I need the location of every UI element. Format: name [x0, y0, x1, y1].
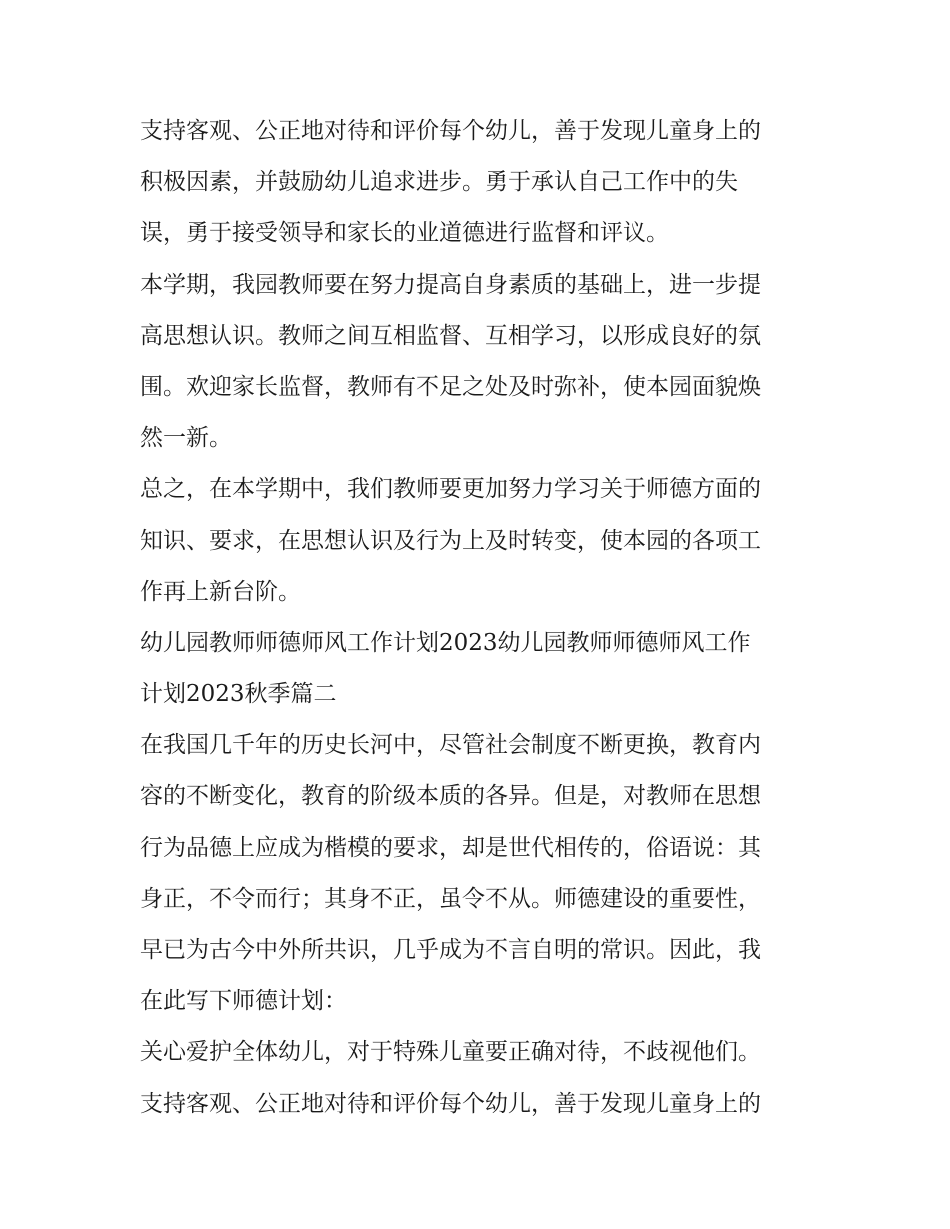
- text-line: 关心爱护全体幼儿，对于特殊儿童要正确对待，不歧视他们。: [140, 1039, 761, 1066]
- text-line: 作再上新台阶。: [140, 578, 301, 605]
- text-line: 早已为古今中外所共识，几乎成为不言自明的常识。因此，我: [140, 937, 761, 963]
- text-line: 本学期，我园教师要在努力提高自身素质的基础上，进一步提: [140, 271, 761, 298]
- text-line: 高思想认识。教师之间互相监督、互相学习，以形成良好的氛: [140, 322, 761, 349]
- section-heading-line: 计划2023秋季篇二: [140, 681, 337, 708]
- text-line: 在我国几千年的历史长河中，尽管社会制度不断更换，教育内: [140, 732, 761, 759]
- text-line: 知识、要求，在思想认识及行为上及时转变，使本园的各项工: [140, 527, 761, 554]
- text-line: 容的不断变化，教育的阶级本质的各异。但是，对教师在思想: [140, 783, 761, 810]
- text-line: 支持客观、公正地对待和评价每个幼儿，善于发现儿童身上的: [140, 118, 761, 144]
- section-heading-line: 幼儿园教师师德师风工作计划2023幼儿园教师师德师风工作: [140, 629, 751, 656]
- text-line: 围。欢迎家长监督，教师有不足之处及时弥补，使本园面貌焕: [140, 373, 761, 400]
- text-line: 在此写下师德计划：: [140, 988, 347, 1015]
- document-body: [140, 106, 820, 1130]
- text-line: 积极因素，并鼓励幼儿追求进步。勇于承认自己工作中的失: [140, 169, 738, 196]
- text-line: 总之，在本学期中，我们教师要更加努力学习关于师德方面的: [140, 476, 761, 503]
- text-line: 行为品德上应成为楷模的要求，却是世代相传的，俗语说：其: [140, 834, 761, 861]
- text-line: 支持客观、公正地对待和评价每个幼儿，善于发现儿童身上的: [140, 1090, 761, 1117]
- text-line: 然一新。: [140, 425, 232, 452]
- text-line: 误，勇于接受领导和家长的业道德进行监督和评议。: [140, 220, 669, 247]
- text-line: 身正，不令而行；其身不正，虽令不从。师德建设的重要性，: [140, 885, 761, 912]
